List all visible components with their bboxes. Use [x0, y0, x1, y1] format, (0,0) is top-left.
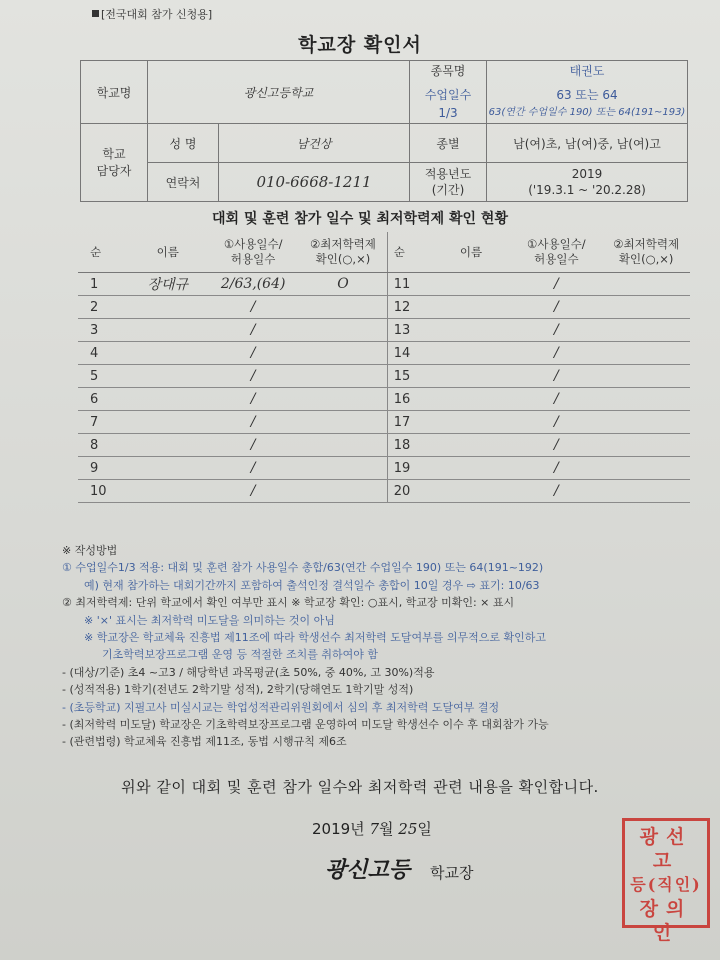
- row-num-2: 20: [387, 480, 431, 503]
- table-row: [78, 457, 690, 480]
- year-label-2: (기간): [431, 183, 465, 197]
- school-label: 학교명: [81, 61, 148, 124]
- header-name: 이름: [128, 232, 207, 273]
- row-num-2: 17: [387, 411, 431, 434]
- row-check: [299, 319, 387, 342]
- row-num-2: 14: [387, 342, 431, 365]
- row-check-2: [602, 342, 690, 365]
- table-row: [78, 319, 690, 342]
- row-check-2: [602, 296, 690, 319]
- school-signature: 광신고등: [325, 857, 411, 883]
- sport-label-cell: [410, 61, 487, 124]
- note-9: - (관련법령) 학교체육 진흥법 제11조, 동법 시행규칙 제6조: [62, 735, 347, 749]
- note-5: - (대상/기준) 초4 ~고3 / 해당학년 과목평균(초 50%, 중 40%, 고 30%)적용: [62, 665, 435, 679]
- row-num: 4: [78, 342, 128, 365]
- confirmation-statement: 위와 같이 대회 및 훈련 참가 일수와 최저학력 관련 내용을 확인합니다.: [121, 778, 599, 796]
- gender-value: 남(여)초, 남(여)중, 남(여)고: [487, 124, 688, 163]
- row-name-2: [432, 365, 511, 388]
- row-name: [128, 388, 207, 411]
- row-days-2: /: [510, 273, 602, 296]
- bullet-square-icon: [92, 10, 99, 17]
- row-days: /: [207, 434, 299, 457]
- row-check: O: [299, 273, 387, 296]
- school-name: 광신고등학교: [148, 61, 410, 124]
- row-check: [299, 434, 387, 457]
- row-check: [299, 296, 387, 319]
- row-check: [299, 365, 387, 388]
- row-num: 1: [78, 273, 128, 296]
- signing-date: [312, 818, 432, 839]
- year-value-cell: [487, 163, 688, 202]
- row-check-2: [602, 319, 690, 342]
- row-days: /: [207, 457, 299, 480]
- row-days-2: /: [510, 296, 602, 319]
- row-name: [128, 434, 207, 457]
- days-value: 63 또는 64: [556, 88, 618, 102]
- table-row: [78, 296, 690, 319]
- header-num-2: 순: [387, 232, 431, 273]
- row-name-2: [432, 457, 511, 480]
- row-name: [128, 342, 207, 365]
- notes-heading: ※ 작성방법: [62, 544, 118, 557]
- row-name: [128, 480, 207, 503]
- row-days-2: /: [510, 319, 602, 342]
- row-num-2: 11: [387, 273, 431, 296]
- sport-value-cell: [487, 61, 688, 124]
- row-name-2: [432, 434, 511, 457]
- staff-label-2: 담당자: [96, 163, 132, 178]
- note-4b: 기초학력보장프로그램 운영 등 적절한 조치를 취하여야 함: [102, 648, 379, 662]
- row-num: 7: [78, 411, 128, 434]
- name-value: 남건상: [219, 124, 410, 163]
- row-check: [299, 388, 387, 411]
- date-year: 2019년: [312, 820, 365, 838]
- note-6: - (성적적용) 1학기(전년도 2학기말 성적), 2학기(당해연도 1학기말 성적): [62, 683, 414, 697]
- contact-value: 010-6668-1211: [219, 163, 410, 202]
- row-days: /: [207, 388, 299, 411]
- row-name-2: [432, 319, 511, 342]
- row-days: /: [207, 296, 299, 319]
- row-num: 9: [78, 457, 128, 480]
- row-days: /: [207, 411, 299, 434]
- row-name-2: [432, 273, 511, 296]
- row-check: [299, 457, 387, 480]
- row-num: 2: [78, 296, 128, 319]
- header-check-2: ②최저학력제 확인(○,×): [602, 232, 690, 273]
- sport-label: 종목명: [430, 64, 466, 78]
- row-name-2: [432, 342, 511, 365]
- row-name: [128, 296, 207, 319]
- principal-title: 학교장: [430, 864, 474, 882]
- date-month-label: 월: [379, 820, 394, 838]
- row-num-2: 19: [387, 457, 431, 480]
- row-name-2: [432, 480, 511, 503]
- row-days-2: /: [510, 411, 602, 434]
- note-1b: 예) 현재 참가하는 대회기간까지 포함하여 출석인정 결석일수 총합이 10일 경우 ⇨ 표기: 10/63: [84, 578, 540, 592]
- row-num: 5: [78, 365, 128, 388]
- seal-line-2: 등(직인): [630, 875, 702, 894]
- table-row: [78, 411, 690, 434]
- row-name-2: [432, 411, 511, 434]
- row-num-2: 18: [387, 434, 431, 457]
- row-days-2: /: [510, 388, 602, 411]
- days-detail: 63(연간 수업일수 190) 또는 64(191~193): [488, 107, 686, 118]
- date-day-label: 일: [417, 820, 432, 838]
- row-name: [128, 411, 207, 434]
- table-row: [78, 273, 690, 296]
- row-num: 8: [78, 434, 128, 457]
- row-check-2: [602, 411, 690, 434]
- table-row: [78, 480, 690, 503]
- note-8: - (최저학력 미도달) 학교장은 기초학력보장프로그램 운영하여 미도달 학생선수 이수 후 대회참가 가능: [62, 718, 549, 732]
- row-name-2: [432, 388, 511, 411]
- row-check-2: [602, 273, 690, 296]
- row-num: 10: [78, 480, 128, 503]
- row-name: [128, 457, 207, 480]
- row-num: 6: [78, 388, 128, 411]
- year-label-1: 적용년도: [424, 167, 472, 181]
- row-days-2: /: [510, 365, 602, 388]
- table-row: [78, 365, 690, 388]
- row-num: 3: [78, 319, 128, 342]
- row-days: /: [207, 342, 299, 365]
- row-check-2: [602, 388, 690, 411]
- row-days-2: /: [510, 457, 602, 480]
- row-name: 장대규: [128, 273, 207, 296]
- participation-table: [78, 232, 690, 503]
- seal-line-1: 광선고: [639, 826, 693, 872]
- row-name-2: [432, 296, 511, 319]
- row-days-2: /: [510, 434, 602, 457]
- name-label: 성 명: [148, 124, 219, 163]
- days-label-2: 1/3: [438, 106, 458, 120]
- table-header-row: [78, 232, 690, 273]
- note-3: ※ '×' 표시는 최저학력 미도달을 의미하는 것이 아님: [84, 613, 335, 627]
- row-num-2: 15: [387, 365, 431, 388]
- row-days: /: [207, 365, 299, 388]
- row-check-2: [602, 434, 690, 457]
- info-table: [80, 60, 688, 202]
- days-label-1: 수업일수: [424, 88, 472, 102]
- row-check: [299, 342, 387, 365]
- header-check: ②최저학력제 확인(○,×): [299, 232, 387, 273]
- row-name: [128, 365, 207, 388]
- row-num-2: 16: [387, 388, 431, 411]
- row-num-2: 12: [387, 296, 431, 319]
- note-1a: ① 수업일수1/3 적용: 대회 및 훈련 참가 사용일수 총합/63(연간 수업일수 190) 또는 64(191~192): [62, 561, 544, 575]
- table-row: [78, 388, 690, 411]
- header-num: 순: [78, 232, 128, 273]
- row-days: /: [207, 480, 299, 503]
- document-title: 학교장 확인서: [298, 34, 422, 56]
- form-tag: [전국대회 참가 신청용]: [92, 6, 212, 22]
- note-2: ② 최저학력제: 단위 학교에서 확인 여부만 표시 ※ 학교장 확인: ○표시, 학교장 미확인: × 표시: [62, 596, 515, 610]
- row-days-2: /: [510, 342, 602, 365]
- row-days: 2/63,(64): [207, 273, 299, 296]
- gender-label: 종별: [410, 124, 487, 163]
- note-4a: ※ 학교장은 학교체육 진흥법 제11조에 따라 학생선수 최저학력 도달여부를 의무적으로 확인하고: [84, 631, 546, 645]
- date-day: 25: [398, 820, 418, 838]
- row-check: [299, 411, 387, 434]
- sport-value: 태권도: [569, 64, 605, 78]
- year-label-cell: [410, 163, 487, 202]
- row-name: [128, 319, 207, 342]
- staff-label-1: 학교: [102, 146, 126, 161]
- contact-label: 연락처: [148, 163, 219, 202]
- table-row: [78, 434, 690, 457]
- note-7: - (초등학교) 지필고사 미실시교는 학업성적관리위원회에서 심의 후 최저학력 도달여부 결정: [62, 700, 500, 714]
- header-days: ①사용일수/ 허용일수: [207, 232, 299, 273]
- official-seal: [622, 818, 710, 944]
- row-check-2: [602, 480, 690, 503]
- row-days-2: /: [510, 480, 602, 503]
- section-title: 대회 및 훈련 참가 일수 및 최저학력제 확인 현황: [212, 211, 508, 227]
- row-num-2: 13: [387, 319, 431, 342]
- date-month: 7: [369, 820, 379, 838]
- year-period: ('19.3.1 ~ '20.2.28): [528, 183, 646, 197]
- table-row: [78, 342, 690, 365]
- row-check-2: [602, 457, 690, 480]
- header-name-2: 이름: [432, 232, 511, 273]
- row-check-2: [602, 365, 690, 388]
- staff-label-cell: [81, 124, 148, 202]
- row-days: /: [207, 319, 299, 342]
- row-check: [299, 480, 387, 503]
- year-value: 2019: [571, 167, 603, 181]
- seal-line-3: 장의인: [639, 898, 693, 944]
- header-days-2: ①사용일수/ 허용일수: [510, 232, 602, 273]
- writing-instructions: [62, 542, 702, 751]
